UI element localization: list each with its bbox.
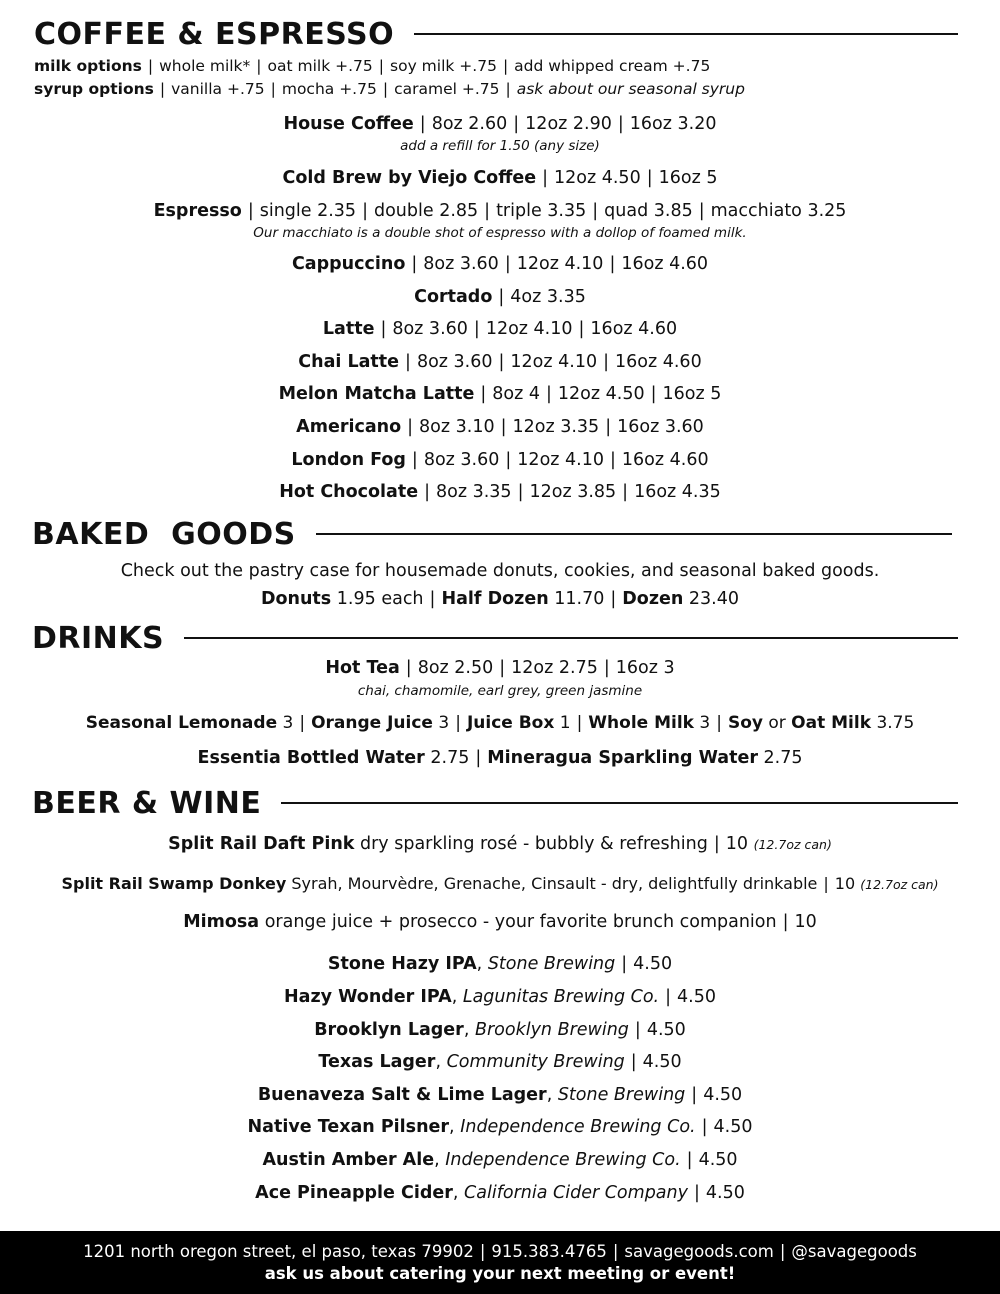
item-price: 8oz 3.60 bbox=[423, 450, 500, 470]
drinks-header bbox=[32, 618, 958, 658]
menu-item-beer: Brooklyn Lager, Brooklyn Brewing | 4.50 bbox=[314, 1020, 686, 1040]
milk-option: whole milk* bbox=[159, 57, 251, 75]
item-price: 12oz 3.35 bbox=[512, 417, 600, 437]
item-name: Americano bbox=[296, 417, 402, 437]
menu-item-melon-matcha-latte: Melon Matcha Latte | 8oz 4 | 12oz 4.50 | 16oz 5 bbox=[278, 384, 722, 404]
item-name: House Coffee bbox=[283, 114, 414, 134]
item-name: Mineragua Sparkling Water bbox=[487, 748, 758, 768]
item-brewery: Lagunitas Brewing Co. bbox=[462, 987, 660, 1007]
menu-item-beer: Stone Hazy IPA, Stone Brewing | 4.50 bbox=[327, 954, 673, 974]
item-name: Essentia Bottled Water bbox=[197, 748, 425, 768]
syrup-options-row: syrup options | vanilla +.75 | mocha +.75 | caramel +.75 | ask about our seasonal syrup bbox=[34, 80, 745, 98]
item-price: 4.50 bbox=[705, 1183, 745, 1203]
item-price: 1.95 each bbox=[336, 589, 424, 609]
section-title-coffee: COFFEE & ESPRESSO bbox=[34, 16, 395, 52]
drinks-row-2: Essentia Bottled Water 2.75 | Mineragua Sparkling Water 2.75 bbox=[197, 748, 803, 768]
item-price: 12oz 4.10 bbox=[510, 352, 598, 372]
item-name: Split Rail Swamp Donkey bbox=[61, 874, 287, 893]
item-price: 12oz 4.10 bbox=[516, 254, 604, 274]
item-price: 4.50 bbox=[677, 987, 716, 1007]
item-price: 12oz 2.75 bbox=[511, 658, 598, 678]
footer-address: 1201 north oregon street, el paso, texas 79902 bbox=[83, 1242, 474, 1261]
item-price: 3 bbox=[282, 713, 294, 733]
menu-item-beer: Hazy Wonder IPA, Lagunitas Brewing Co. | 4.50 bbox=[283, 987, 716, 1007]
footer-website-link[interactable]: savagegoods.com bbox=[624, 1242, 774, 1261]
syrup-option: caramel +.75 bbox=[394, 80, 500, 98]
item-name: Austin Amber Ale bbox=[262, 1150, 435, 1170]
menu-item-cold-brew: Cold Brew by Viejo Coffee | 12oz 4.50 | 16oz 5 bbox=[282, 168, 718, 188]
item-price: macchiato 3.25 bbox=[710, 201, 847, 221]
item-price: triple 3.35 bbox=[496, 201, 587, 221]
item-price: 16oz 3 bbox=[615, 658, 675, 678]
item-name: Donuts bbox=[260, 589, 332, 609]
item-price: 11.70 bbox=[554, 589, 605, 609]
hot-tea-note: chai, chamomile, earl grey, green jasmine bbox=[357, 683, 643, 699]
item-name: Split Rail Daft Pink bbox=[168, 834, 355, 854]
item-price: 4.50 bbox=[698, 1150, 738, 1170]
espresso-note: Our macchiato is a double shot of espresso with a dollop of foamed milk. bbox=[253, 225, 747, 241]
item-price: 12oz 3.85 bbox=[529, 482, 617, 502]
milk-option: soy milk +.75 bbox=[390, 57, 497, 75]
item-name: Espresso bbox=[153, 201, 242, 221]
item-price: 16oz 5 bbox=[662, 384, 722, 404]
menu-item-beer: Ace Pineapple Cider, California Cider Company | 4.50 bbox=[255, 1183, 745, 1203]
menu-item-americano: Americano | 8oz 3.10 | 12oz 3.35 | 16oz 3.60 bbox=[296, 417, 704, 437]
item-price: quad 3.85 bbox=[604, 201, 693, 221]
item-price: 8oz 4 bbox=[492, 384, 540, 404]
baked-prices-row: Donuts 1.95 each | Half Dozen 11.70 | Dozen 23.40 bbox=[260, 589, 740, 609]
menu-item-chai-latte: Chai Latte | 8oz 3.60 | 12oz 4.10 | 16oz 4.60 bbox=[298, 352, 702, 372]
menu-item-mimosa: Mimosa orange juice + prosecco - your favorite brunch companion | 10 bbox=[183, 912, 817, 932]
item-price: 8oz 3.60 bbox=[416, 352, 493, 372]
item-name: Hazy Wonder IPA bbox=[283, 987, 452, 1007]
item-price: 16oz 4.60 bbox=[621, 450, 709, 470]
milk-option: add whipped cream +.75 bbox=[514, 57, 711, 75]
item-price: double 2.85 bbox=[373, 201, 479, 221]
item-price: 8oz 3.60 bbox=[392, 319, 468, 339]
item-name: Orange Juice bbox=[311, 713, 433, 733]
menu-item-beer: Texas Lager, Community Brewing | 4.50 bbox=[318, 1052, 682, 1072]
item-name: Texas Lager bbox=[318, 1052, 436, 1072]
item-price: 16oz 4.60 bbox=[590, 319, 678, 339]
menu-item-beer: Austin Amber Ale, Independence Brewing Co. | 4.50 bbox=[262, 1150, 738, 1170]
item-name: Melon Matcha Latte bbox=[278, 384, 475, 404]
section-title-baked: BAKED GOODS bbox=[32, 516, 296, 552]
item-name: Mimosa bbox=[183, 912, 260, 932]
menu-item-house-coffee: House Coffee | 8oz 2.60 | 12oz 2.90 | 16oz 3.20 bbox=[283, 114, 717, 134]
item-size: 12.7oz can bbox=[865, 877, 934, 892]
baked-description: Check out the pastry case for housemade donuts, cookies, and seasonal baked goods. bbox=[120, 561, 880, 581]
syrup-note: ask about our seasonal syrup bbox=[516, 80, 745, 98]
item-name: Cortado bbox=[414, 287, 493, 307]
item-brewery: Stone Brewing bbox=[557, 1085, 686, 1105]
item-name: Native Texan Pilsner bbox=[247, 1117, 450, 1137]
item-price: 10 bbox=[725, 834, 749, 854]
item-name: Cold Brew by Viejo Coffee bbox=[282, 168, 537, 188]
section-title-drinks: DRINKS bbox=[32, 620, 165, 656]
menu-item-hot-tea: Hot Tea | 8oz 2.50 | 12oz 2.75 | 16oz 3 bbox=[325, 658, 675, 678]
item-name: Juice Box bbox=[466, 713, 555, 733]
footer-social-handle[interactable]: @savagegoods bbox=[791, 1242, 917, 1261]
item-brewery: Community Brewing bbox=[446, 1052, 625, 1072]
item-name: Stone Hazy IPA bbox=[327, 954, 477, 974]
item-name: Dozen bbox=[622, 589, 684, 609]
menu-item-beer: Native Texan Pilsner, Independence Brewing Co. | 4.50 bbox=[247, 1117, 753, 1137]
item-description: Syrah, Mourvèdre, Grenache, Cinsault - dry, delightfully drinkable bbox=[291, 874, 818, 893]
item-price: 10 bbox=[794, 912, 817, 932]
menu-item-latte: Latte | 8oz 3.60 | 12oz 4.10 | 16oz 4.60 bbox=[322, 319, 678, 339]
item-size: 12.7oz can bbox=[758, 837, 827, 852]
item-name: London Fog bbox=[291, 450, 406, 470]
item-name: Oat Milk bbox=[791, 713, 872, 733]
item-price: 8oz 2.60 bbox=[431, 114, 508, 134]
item-name: Whole Milk bbox=[588, 713, 694, 733]
item-price: single 2.35 bbox=[259, 201, 357, 221]
item-price: 3 bbox=[699, 713, 711, 733]
section-title-beer: BEER & WINE bbox=[32, 785, 262, 821]
item-price: 1 bbox=[559, 713, 571, 733]
item-name: Seasonal Lemonade bbox=[85, 713, 278, 733]
item-price: 8oz 2.50 bbox=[417, 658, 494, 678]
section-rule bbox=[414, 33, 958, 35]
item-price: 4.50 bbox=[703, 1085, 743, 1105]
syrup-option: mocha +.75 bbox=[281, 80, 377, 98]
footer-catering-note: ask us about catering your next meeting or event! bbox=[264, 1264, 736, 1283]
milk-option: oat milk +.75 bbox=[267, 57, 373, 75]
footer-contact-row: 1201 north oregon street, el paso, texas 79902 | 915.383.4765 | savagegoods.com | @savagegoods bbox=[83, 1242, 917, 1261]
house-coffee-note: add a refill for 1.50 (any size) bbox=[400, 138, 600, 154]
item-brewery: Stone Brewing bbox=[487, 954, 616, 974]
item-price: 16oz 5 bbox=[658, 168, 718, 188]
item-price: 12oz 4.50 bbox=[557, 384, 645, 404]
menu-item-beer: Buenaveza Salt & Lime Lager, Stone Brewing | 4.50 bbox=[257, 1085, 743, 1105]
menu-item-cappuccino: Cappuccino | 8oz 3.60 | 12oz 4.10 | 16oz 4.60 bbox=[291, 254, 709, 274]
item-price: 12oz 4.10 bbox=[517, 450, 604, 470]
baked-header bbox=[32, 514, 952, 554]
menu-item-hot-chocolate: Hot Chocolate | 8oz 3.35 | 12oz 3.85 | 16oz 4.35 bbox=[279, 482, 721, 502]
item-price: 16oz 3.20 bbox=[629, 114, 717, 134]
footer-bar bbox=[0, 1231, 1000, 1294]
item-price: 3 bbox=[438, 713, 450, 733]
item-price: 4.50 bbox=[642, 1052, 682, 1072]
item-price: 12oz 2.90 bbox=[525, 114, 612, 134]
menu-item-cortado: Cortado | 4oz 3.35 bbox=[414, 287, 586, 307]
item-price: 12oz 4.10 bbox=[485, 319, 573, 339]
item-name: Soy bbox=[727, 713, 763, 733]
item-price: 3.75 bbox=[876, 713, 915, 733]
item-name: Hot Chocolate bbox=[279, 482, 419, 502]
menu-item-wine-swamp-donkey: Split Rail Swamp Donkey Syrah, Mourvèdre, Grenache, Cinsault - dry, delightfully drinkable | 10 (12.7oz can) bbox=[61, 874, 939, 893]
milk-options-label: milk options bbox=[34, 57, 142, 75]
item-name: Chai Latte bbox=[298, 352, 400, 372]
syrup-option: vanilla +.75 bbox=[171, 80, 265, 98]
item-price: 4.50 bbox=[633, 954, 673, 974]
item-price: 8oz 3.35 bbox=[436, 482, 512, 502]
item-price: 10 bbox=[834, 874, 856, 893]
item-name: Half Dozen bbox=[441, 589, 549, 609]
item-price: 16oz 4.60 bbox=[621, 254, 709, 274]
item-price: 2.75 bbox=[763, 748, 803, 768]
milk-options-row: milk options | whole milk* | oat milk +.75 | soy milk +.75 | add whipped cream +.75 bbox=[34, 57, 711, 75]
menu-item-london-fog: London Fog | 8oz 3.60 | 12oz 4.10 | 16oz 4.60 bbox=[291, 450, 709, 470]
item-price: 12oz 4.50 bbox=[554, 168, 641, 188]
item-price: 8oz 3.60 bbox=[423, 254, 499, 274]
footer-phone[interactable]: 915.383.4765 bbox=[491, 1242, 607, 1261]
item-price: 23.40 bbox=[688, 589, 740, 609]
item-connector: or bbox=[768, 713, 786, 733]
item-brewery: California Cider Company bbox=[464, 1183, 688, 1203]
item-name: Hot Tea bbox=[325, 658, 400, 678]
item-name: Buenaveza Salt & Lime Lager bbox=[257, 1085, 547, 1105]
menu-item-espresso: Espresso | single 2.35 | double 2.85 | triple 3.35 | quad 3.85 | macchiato 3.25 bbox=[153, 201, 847, 221]
section-rule bbox=[184, 637, 958, 639]
syrup-options-label: syrup options bbox=[34, 80, 154, 98]
item-brewery: Brooklyn Brewing bbox=[474, 1020, 629, 1040]
item-price: 4.50 bbox=[646, 1020, 686, 1040]
item-description: orange juice + prosecco - your favorite brunch companion bbox=[264, 912, 777, 932]
item-name: Ace Pineapple Cider bbox=[255, 1183, 453, 1203]
item-price: 8oz 3.10 bbox=[419, 417, 495, 437]
item-price: 4.50 bbox=[713, 1117, 753, 1137]
item-name: Brooklyn Lager bbox=[314, 1020, 464, 1040]
item-price: 16oz 4.35 bbox=[634, 482, 721, 502]
item-price: 4oz 3.35 bbox=[510, 287, 586, 307]
item-price: 16oz 4.60 bbox=[615, 352, 702, 372]
item-name: Latte bbox=[322, 319, 375, 339]
item-price: 2.75 bbox=[430, 748, 470, 768]
section-rule bbox=[281, 802, 958, 804]
item-brewery: Independence Brewing Co. bbox=[460, 1117, 696, 1137]
item-brewery: Independence Brewing Co. bbox=[445, 1150, 681, 1170]
coffee-header bbox=[34, 14, 958, 54]
section-rule bbox=[316, 533, 952, 535]
beer-header bbox=[32, 783, 958, 823]
item-price: 16oz 3.60 bbox=[617, 417, 704, 437]
drinks-row-1: Seasonal Lemonade 3 | Orange Juice 3 | Juice Box 1 | Whole Milk 3 | Soy or Oat Milk 3.75 bbox=[85, 713, 915, 733]
item-description: dry sparkling rosé - bubbly & refreshing bbox=[360, 834, 708, 854]
menu-item-wine-daft-pink: Split Rail Daft Pink dry sparkling rosé - bubbly & refreshing | 10 (12.7oz can) bbox=[168, 834, 832, 854]
item-name: Cappuccino bbox=[291, 254, 406, 274]
